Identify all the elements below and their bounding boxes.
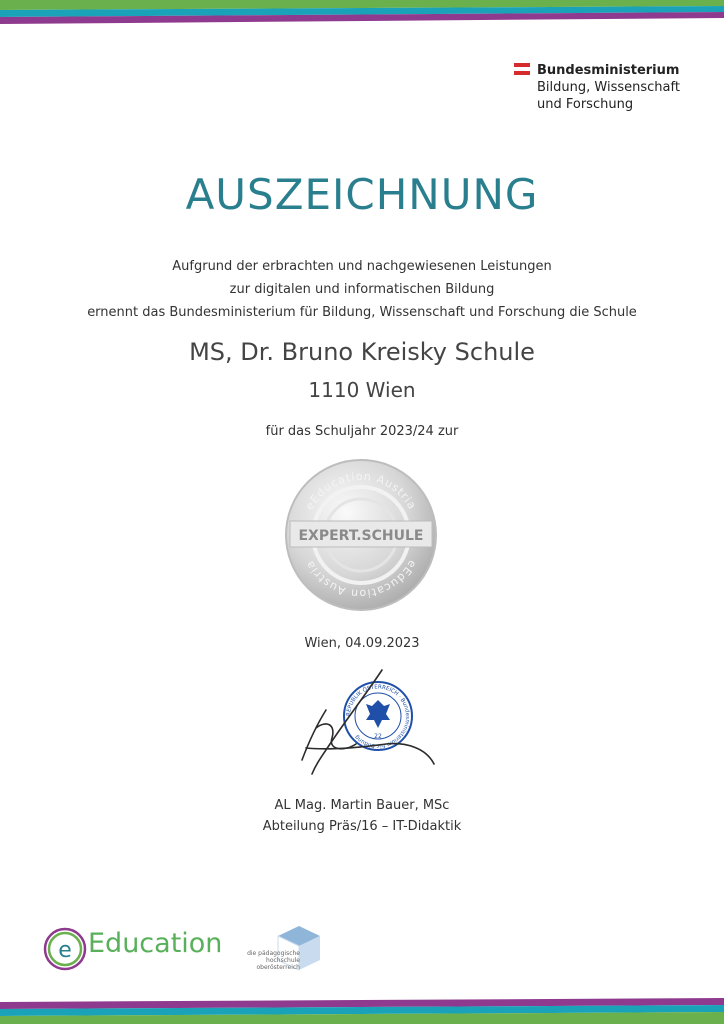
signer-name: AL Mag. Martin Bauer, MSc xyxy=(274,798,450,813)
bottom-stripes xyxy=(0,996,724,1024)
eagle-icon xyxy=(366,700,390,728)
issue-date: Wien, 04.09.2023 xyxy=(304,636,420,651)
austrian-flag-icon xyxy=(514,63,530,75)
eeducation-letter: e xyxy=(58,938,72,963)
eeducation-logo-icon xyxy=(42,926,88,972)
intro-line-2: zur digitalen und informatischen Bildung xyxy=(229,282,495,297)
top-stripes xyxy=(0,0,724,28)
ph-line-3: oberösterreich xyxy=(256,964,300,971)
school-year-text: für das Schuljahr 2023/24 zur xyxy=(265,424,459,439)
school-name: MS, Dr. Bruno Kreisky Schule xyxy=(189,338,535,366)
ph-line-1: die pädagogische xyxy=(247,950,300,957)
handwritten-signature xyxy=(302,670,434,774)
seal-ring-text-bottom: eEducation Austria xyxy=(302,557,420,601)
ministry-line-1: Bundesministerium xyxy=(537,63,680,78)
signature-with-stamp xyxy=(286,664,446,784)
intro-text xyxy=(0,255,724,324)
stamp-ring-text: REPUBLIK ÖSTERREICH · Bundesministerium für Bildung xyxy=(345,684,411,749)
official-stamp xyxy=(344,682,412,750)
certificate-title: AUSZEICHNUNG xyxy=(185,170,539,219)
ministry-logo xyxy=(514,62,680,113)
intro-line-3: ernennt das Bundesministerium für Bildung, Wissenschaft und Forschung die Schule xyxy=(87,305,637,320)
ministry-line-3: und Forschung xyxy=(537,97,634,112)
signer-department: Abteilung Präs/16 – IT-Didaktik xyxy=(262,819,462,834)
eeducation-label: Education xyxy=(88,928,223,959)
expert-schule-seal xyxy=(284,458,438,612)
seal-label: EXPERT.SCHULE xyxy=(298,528,424,544)
ph-line-2: hochschule xyxy=(266,957,300,964)
stamp-number: 22 xyxy=(374,733,382,740)
school-city: 1110 Wien xyxy=(308,378,416,402)
ministry-line-2: Bildung, Wissenschaft xyxy=(537,80,680,95)
ph-logo-text xyxy=(240,950,300,971)
seal-ring-text-top: eEducation Austria xyxy=(302,469,420,513)
intro-line-1: Aufgrund der erbrachten und nachgewiesenen Leistungen xyxy=(172,259,552,274)
signer-block xyxy=(0,795,724,837)
